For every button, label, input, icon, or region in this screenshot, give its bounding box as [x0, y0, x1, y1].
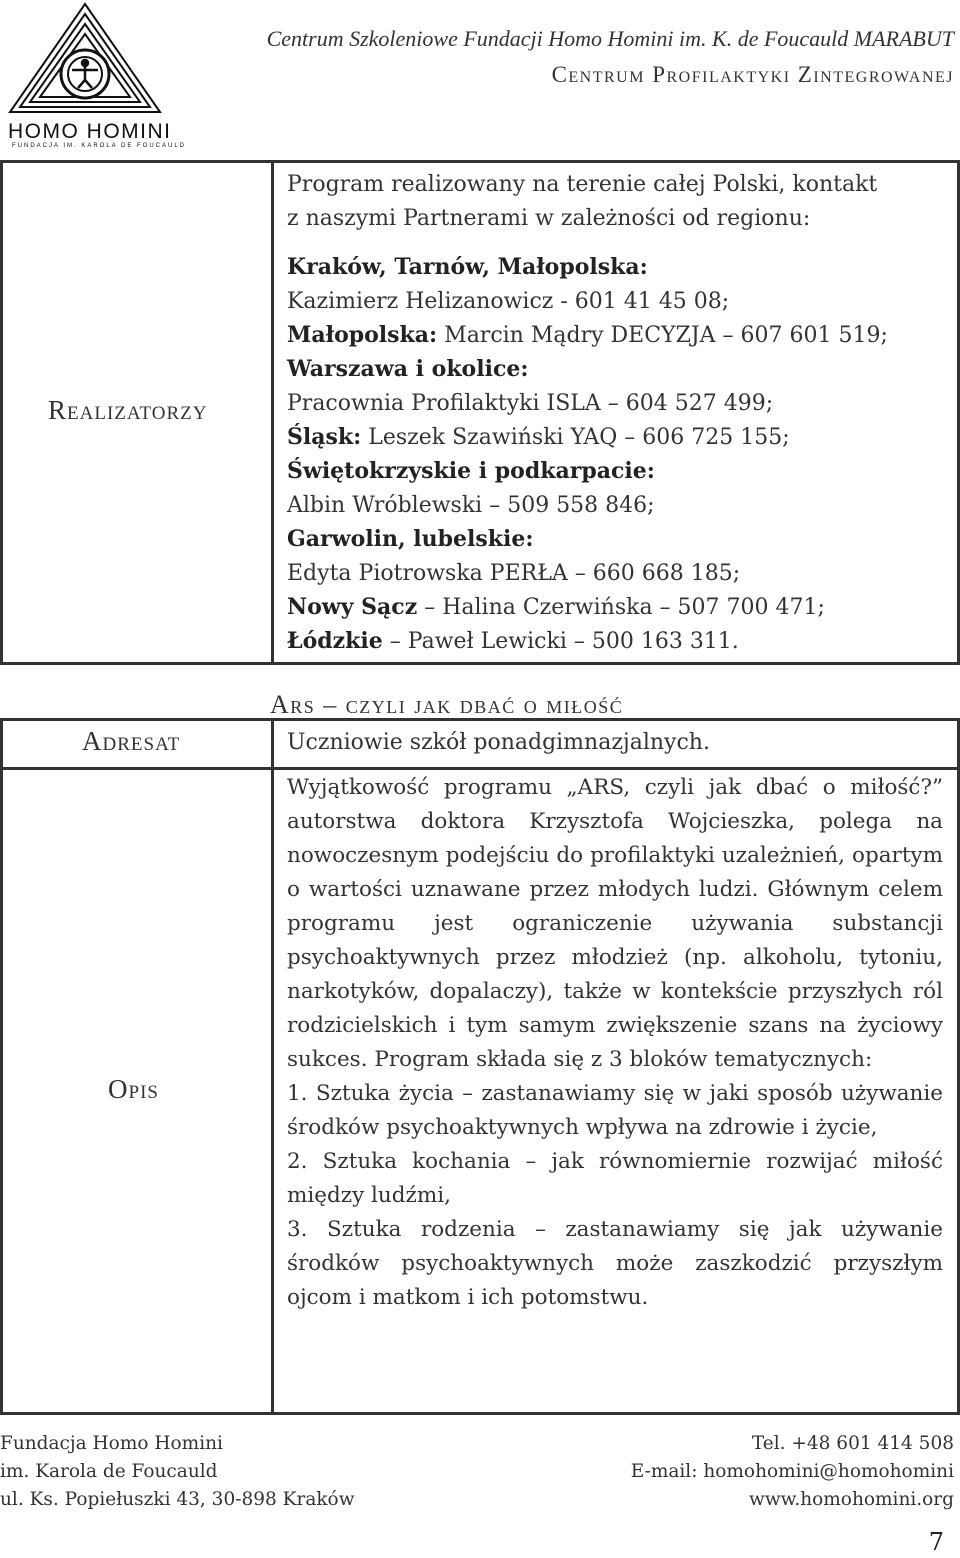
realizatorzy-label: Realizatorzy — [48, 395, 208, 425]
homo-homini-logo — [0, 0, 187, 150]
footer-contact — [631, 1430, 954, 1514]
partner-line — [287, 590, 888, 624]
opis-label: Opis — [108, 1074, 159, 1104]
opis-paragraph: Wyjątkowość programu „ARS, czyli jak dbać o miłość?” autorstwa doktora Krzysztofa Wojcieszka, polega na nowoczesnym podejściu do profilaktyki uzależnień, opartym o wartości uznawane przez młodych ludzi. Głównym celem programu jest ograniczenie używania substancji psychoaktywnych przez młodzież (np. alkoholu, tytoniu, narkotyków, dopalaczy), także w kontekście przyszłych ról rodzicielskich i tym samym zwiększenie szans na życiowy sukces. Program składa się z 3 bloków tematycznych: — [287, 775, 943, 1072]
partner-line — [287, 454, 888, 488]
partner-line — [287, 624, 888, 658]
region-name: Kraków, Tarnów, Małopolska: — [287, 254, 648, 280]
header-subtitle: Centrum Profilaktyki Zintegrowanej — [551, 62, 954, 87]
logo-subtext: FUNDACJA IM. KAROLA DE FOUCAULD — [12, 143, 187, 149]
partner-contact: Edyta Piotrowska PERŁA – 660 668 185; — [287, 561, 741, 586]
partner-contact: Albin Wróblewski – 509 558 846; — [287, 493, 655, 518]
intro-line: Program realizowany na terenie całej Polski, kontakt — [287, 172, 878, 197]
opis-block-item: 2. Sztuka kochania – jak równomiernie rozwijać miłość między ludźmi, — [287, 1149, 943, 1208]
triangle-emblem-icon — [0, 0, 170, 120]
adresat-label: Adresat — [82, 726, 181, 756]
partner-contact: Kazimierz Helizanowicz - 601 41 45 08; — [287, 289, 730, 314]
footer-website: www.homohomini.org — [749, 1489, 954, 1510]
partner-line — [287, 284, 888, 318]
partner-line — [287, 318, 888, 352]
partner-contact: – Paweł Lewicki – 500 163 311. — [382, 629, 739, 654]
partner-line — [287, 386, 888, 420]
region-name: Warszawa i okolice: — [287, 356, 529, 382]
footer-phone: Tel. +48 601 414 508 — [751, 1433, 954, 1454]
footer-email: E-mail: homohomini@homohomini — [630, 1461, 954, 1482]
footer-address — [0, 1430, 355, 1514]
partner-line — [287, 488, 888, 522]
partner-contact: Leszek Szawiński YAQ – 606 725 155; — [361, 425, 790, 450]
footer-line: Fundacja Homo Homini — [0, 1433, 223, 1454]
partner-line — [287, 250, 888, 284]
partner-line — [287, 420, 888, 454]
region-name: Łódzkie — [287, 628, 383, 654]
region-name: Śląsk: — [287, 424, 362, 450]
footer-line: im. Karola de Foucauld — [0, 1461, 218, 1482]
footer-line: ul. Ks. Popiełuszki 43, 30-898 Kraków — [0, 1489, 355, 1510]
header-centre-name: Centrum Szkoleniowe Fundacji Homo Homini im. K. de Foucauld MARABUT — [266, 26, 954, 51]
opis-block-item: 1. Sztuka życia – zastanawiamy się w jaki sposób używanie środków psychoaktywnych wpływa na zdrowie i życie, — [287, 1081, 943, 1140]
partner-line — [287, 556, 888, 590]
opis-block-item: 3. Sztuka rodzenia – zastanawiamy się jak używanie środków psychoaktywnych może zaszkodzić przyszłym ojcom i matkom i ich potomstwu. — [287, 1217, 943, 1310]
partner-contact: – Halina Czerwińska – 507 700 471; — [417, 595, 825, 620]
program-title: Ars – czyli jak dbać o miłość — [270, 690, 624, 719]
region-name: Małopolska: — [287, 322, 438, 348]
page-number: 7 — [928, 1528, 944, 1556]
region-name: Garwolin, lubelskie: — [287, 526, 534, 552]
realizatorzy-content — [287, 168, 888, 658]
partner-contact: Pracownia Profilaktyki ISLA – 604 527 499; — [287, 391, 774, 416]
region-name: Świętokrzyskie i podkarpacie: — [287, 458, 655, 484]
partner-line — [287, 522, 888, 556]
intro-line: z naszymi Partnerami w zależności od regionu: — [287, 206, 811, 231]
adresat-value: Uczniowie szkół ponadgimnazjalnych. — [287, 730, 710, 755]
partner-contact: Marcin Mądry DECYZJA – 607 601 519; — [437, 323, 888, 348]
opis-text — [287, 771, 943, 1315]
logo-wordmark: HOMO HOMINI — [8, 120, 172, 143]
adresat-text — [287, 726, 710, 760]
region-name: Nowy Sącz — [287, 594, 418, 620]
partner-line — [287, 352, 888, 386]
